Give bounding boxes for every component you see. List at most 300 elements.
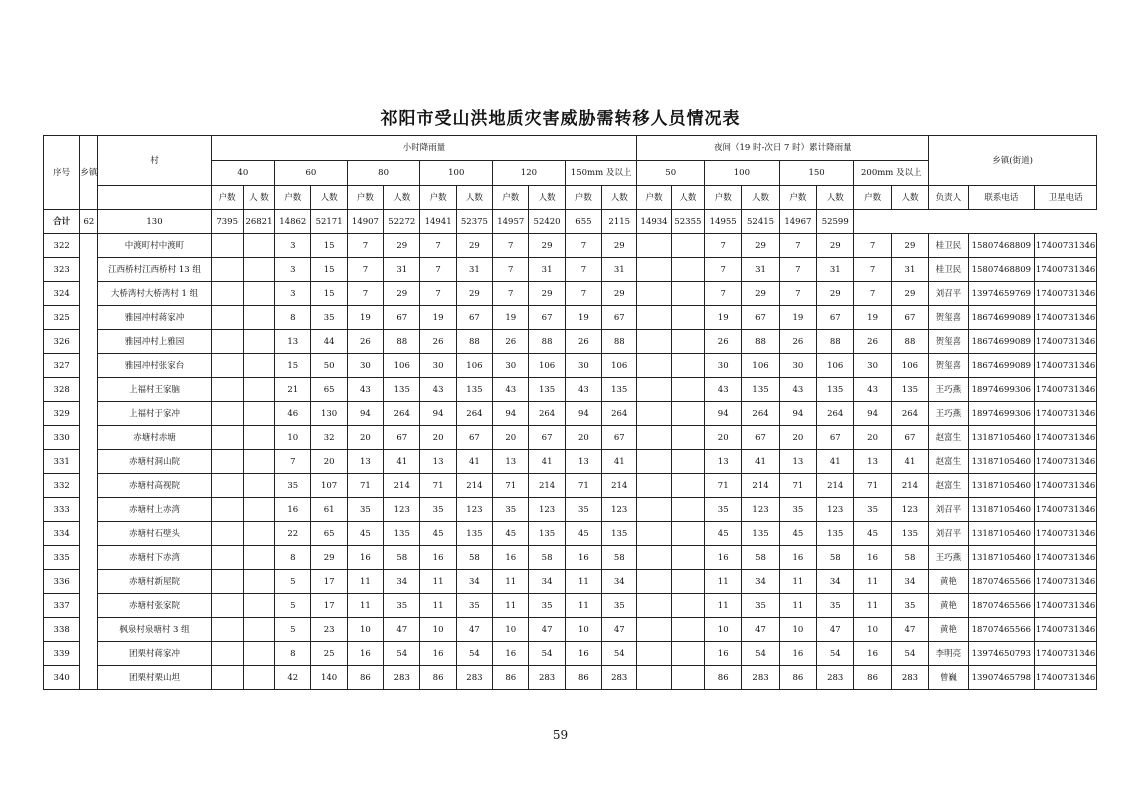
sat-phone-cell: 17400731346: [1035, 402, 1097, 426]
value-cell: [243, 306, 274, 330]
total-cell: 52355: [671, 210, 704, 234]
value-cell: [211, 378, 243, 402]
value-cell: 8: [275, 306, 311, 330]
night-cat-50: 50: [637, 161, 705, 186]
sat-phone-cell: 17400731346: [1035, 234, 1097, 258]
value-cell: 283: [456, 666, 492, 690]
total-cell: 52272: [384, 210, 420, 234]
value-cell: [243, 546, 274, 570]
value-cell: 16: [493, 546, 529, 570]
evacuation-table: [43, 135, 1097, 690]
village-cell: 赤塘村新屋院: [98, 570, 211, 594]
value-cell: [637, 402, 671, 426]
table-row: [44, 570, 1097, 594]
value-cell: 214: [456, 474, 492, 498]
value-cell: 43: [779, 378, 816, 402]
value-cell: 45: [347, 522, 383, 546]
sat-phone-cell: 17400731346: [1035, 330, 1097, 354]
table-row: [44, 354, 1097, 378]
value-cell: 67: [384, 426, 420, 450]
value-cell: 46: [275, 402, 311, 426]
value-cell: 3: [275, 258, 311, 282]
value-cell: 264: [602, 402, 637, 426]
value-cell: [637, 546, 671, 570]
value-cell: [211, 498, 243, 522]
value-cell: 35: [311, 306, 347, 330]
value-cell: 11: [565, 570, 601, 594]
value-cell: 11: [493, 594, 529, 618]
sub-people: 人数: [817, 186, 854, 210]
value-cell: [211, 282, 243, 306]
value-cell: 214: [384, 474, 420, 498]
value-cell: 29: [456, 282, 492, 306]
value-cell: [243, 594, 274, 618]
table-row: [44, 546, 1097, 570]
value-cell: 58: [384, 546, 420, 570]
value-cell: 31: [891, 258, 928, 282]
value-cell: 16: [854, 546, 891, 570]
value-cell: 106: [456, 354, 492, 378]
sub-people: 人数: [891, 186, 928, 210]
total-cell: 655: [565, 210, 601, 234]
value-cell: 88: [817, 330, 854, 354]
value-cell: 7: [705, 234, 742, 258]
value-cell: 34: [456, 570, 492, 594]
value-cell: 19: [779, 306, 816, 330]
sub-households: 户数: [779, 186, 816, 210]
phone-cell: 18707465566: [968, 618, 1035, 642]
table-row: [44, 378, 1097, 402]
village-cell: 中渡町村中渡町: [98, 234, 211, 258]
sat-phone-cell: 17400731346: [1035, 450, 1097, 474]
value-cell: 88: [742, 330, 779, 354]
value-cell: 34: [602, 570, 637, 594]
value-cell: 10: [565, 618, 601, 642]
table-row: [44, 426, 1097, 450]
value-cell: 3: [275, 282, 311, 306]
value-cell: [671, 402, 704, 426]
value-cell: 88: [529, 330, 565, 354]
value-cell: 123: [817, 498, 854, 522]
value-cell: 7: [565, 282, 601, 306]
value-cell: 16: [347, 642, 383, 666]
value-cell: 19: [705, 306, 742, 330]
village-cell: 赤塘村高视院: [98, 474, 211, 498]
value-cell: [637, 258, 671, 282]
value-cell: 135: [602, 378, 637, 402]
value-cell: 16: [779, 546, 816, 570]
value-cell: 19: [347, 306, 383, 330]
value-cell: 26: [493, 330, 529, 354]
table-row: [44, 258, 1097, 282]
value-cell: 45: [565, 522, 601, 546]
village-cell: 赤塘村赤塘: [98, 426, 211, 450]
village-cell: 江西桥村江西桥村 13 组: [98, 258, 211, 282]
value-cell: 11: [779, 570, 816, 594]
total-cell: 14934: [637, 210, 671, 234]
row-number: 325: [44, 306, 80, 330]
value-cell: [637, 498, 671, 522]
value-cell: 58: [529, 546, 565, 570]
value-cell: [211, 546, 243, 570]
value-cell: [211, 330, 243, 354]
value-cell: 20: [565, 426, 601, 450]
page-title: 祁阳市受山洪地质灾害威胁需转移人员情况表: [380, 109, 741, 129]
value-cell: 54: [384, 642, 420, 666]
value-cell: [671, 354, 704, 378]
value-cell: 58: [456, 546, 492, 570]
value-cell: [243, 234, 274, 258]
value-cell: 35: [420, 498, 456, 522]
value-cell: 135: [891, 522, 928, 546]
value-cell: 19: [493, 306, 529, 330]
value-cell: 29: [456, 234, 492, 258]
value-cell: 7: [705, 282, 742, 306]
value-cell: [211, 618, 243, 642]
value-cell: [211, 306, 243, 330]
value-cell: 135: [891, 378, 928, 402]
value-cell: 123: [384, 498, 420, 522]
sat-phone-cell: 17400731346: [1035, 546, 1097, 570]
sat-phone-cell: 17400731346: [1035, 426, 1097, 450]
village-cell: 雅园冲村张家台: [98, 354, 211, 378]
value-cell: 140: [311, 666, 347, 690]
value-cell: 43: [565, 378, 601, 402]
page-number: 59: [552, 728, 569, 742]
value-cell: 26: [854, 330, 891, 354]
table-row: [44, 666, 1097, 690]
night-cat-100: 100: [705, 161, 780, 186]
value-cell: 7: [565, 234, 601, 258]
value-cell: 130: [311, 402, 347, 426]
value-cell: 30: [420, 354, 456, 378]
value-cell: 41: [456, 450, 492, 474]
value-cell: 15: [311, 282, 347, 306]
value-cell: [243, 474, 274, 498]
value-cell: 47: [817, 618, 854, 642]
value-cell: [243, 378, 274, 402]
sat-phone-cell: 17400731346: [1035, 594, 1097, 618]
leader-cell: 赵富生: [929, 474, 968, 498]
value-cell: 5: [275, 570, 311, 594]
leader-cell: 李明亮: [929, 642, 968, 666]
phone-cell: 13187105460: [968, 450, 1035, 474]
value-cell: 67: [602, 306, 637, 330]
value-cell: 16: [493, 642, 529, 666]
value-cell: 20: [493, 426, 529, 450]
value-cell: [671, 330, 704, 354]
value-cell: 7: [493, 282, 529, 306]
total-cell: 14941: [420, 210, 456, 234]
value-cell: 283: [602, 666, 637, 690]
value-cell: 7: [275, 450, 311, 474]
village-cell: 赤塘村上赤湾: [98, 498, 211, 522]
value-cell: 35: [493, 498, 529, 522]
value-cell: [243, 666, 274, 690]
value-cell: 26: [705, 330, 742, 354]
value-cell: 67: [529, 306, 565, 330]
value-cell: 23: [311, 618, 347, 642]
value-cell: 29: [891, 282, 928, 306]
value-cell: 19: [565, 306, 601, 330]
value-cell: 10: [420, 618, 456, 642]
value-cell: 58: [817, 546, 854, 570]
value-cell: 5: [275, 594, 311, 618]
table-row: [44, 282, 1097, 306]
value-cell: 20: [854, 426, 891, 450]
value-cell: [211, 594, 243, 618]
value-cell: [243, 258, 274, 282]
value-cell: 123: [456, 498, 492, 522]
value-cell: 20: [420, 426, 456, 450]
sat-phone-cell: 17400731346: [1035, 306, 1097, 330]
value-cell: 41: [891, 450, 928, 474]
value-cell: 135: [529, 378, 565, 402]
value-cell: 71: [493, 474, 529, 498]
value-cell: 123: [529, 498, 565, 522]
value-cell: 67: [891, 306, 928, 330]
value-cell: 283: [817, 666, 854, 690]
value-cell: 11: [854, 594, 891, 618]
table-row: [44, 474, 1097, 498]
phone-cell: 18707465566: [968, 570, 1035, 594]
sat-phone-cell: 17400731346: [1035, 570, 1097, 594]
sat-phone-cell: 17400731346: [1035, 666, 1097, 690]
row-number: 332: [44, 474, 80, 498]
value-cell: 135: [456, 378, 492, 402]
value-cell: 106: [529, 354, 565, 378]
village-cell: 赤塘村石壁头: [98, 522, 211, 546]
col-street: 乡镇(街道): [929, 136, 1097, 186]
value-cell: [671, 282, 704, 306]
value-cell: 88: [891, 330, 928, 354]
phone-cell: 15807468809: [968, 258, 1035, 282]
row-number: 329: [44, 402, 80, 426]
value-cell: 58: [742, 546, 779, 570]
value-cell: 67: [817, 306, 854, 330]
sub-people: 人数: [384, 186, 420, 210]
value-cell: 94: [854, 402, 891, 426]
value-cell: 67: [456, 426, 492, 450]
value-cell: 47: [602, 618, 637, 642]
value-cell: [211, 522, 243, 546]
row-number: 330: [44, 426, 80, 450]
table-header: [44, 136, 1097, 210]
value-cell: 16: [565, 642, 601, 666]
value-cell: 31: [529, 258, 565, 282]
value-cell: 43: [493, 378, 529, 402]
hourly-cat-60: 60: [275, 161, 348, 186]
value-cell: 29: [384, 282, 420, 306]
value-cell: 29: [529, 234, 565, 258]
value-cell: 107: [311, 474, 347, 498]
sat-phone-cell: 17400731346: [1035, 498, 1097, 522]
value-cell: [637, 618, 671, 642]
value-cell: [671, 546, 704, 570]
value-cell: 34: [891, 570, 928, 594]
value-cell: [671, 474, 704, 498]
phone-cell: 18674699089: [968, 330, 1035, 354]
value-cell: 35: [854, 498, 891, 522]
value-cell: 41: [817, 450, 854, 474]
value-cell: 214: [529, 474, 565, 498]
value-cell: 58: [891, 546, 928, 570]
value-cell: 7: [779, 234, 816, 258]
value-cell: 35: [891, 594, 928, 618]
value-cell: [211, 426, 243, 450]
value-cell: 10: [854, 618, 891, 642]
sub-households: 户数: [347, 186, 383, 210]
value-cell: [671, 258, 704, 282]
value-cell: [637, 330, 671, 354]
value-cell: 16: [275, 498, 311, 522]
value-cell: 67: [384, 306, 420, 330]
row-number: 324: [44, 282, 80, 306]
value-cell: 30: [493, 354, 529, 378]
row-number: 336: [44, 570, 80, 594]
value-cell: 20: [779, 426, 816, 450]
row-number: 337: [44, 594, 80, 618]
value-cell: 35: [275, 474, 311, 498]
row-number: 322: [44, 234, 80, 258]
sat-phone-cell: 17400731346: [1035, 618, 1097, 642]
value-cell: 41: [742, 450, 779, 474]
village-cell: 枫泉村泉塘村 3 组: [98, 618, 211, 642]
sub-households: 户数: [565, 186, 601, 210]
hourly-cat-150: 150mm 及以上: [565, 161, 637, 186]
value-cell: [671, 450, 704, 474]
value-cell: 65: [311, 522, 347, 546]
value-cell: 7: [347, 258, 383, 282]
col-leader: 负责人: [929, 186, 968, 210]
row-number: 335: [44, 546, 80, 570]
row-number: 334: [44, 522, 80, 546]
value-cell: [243, 570, 274, 594]
table-row: [44, 498, 1097, 522]
value-cell: 7: [420, 282, 456, 306]
total-cell: 14957: [493, 210, 529, 234]
value-cell: 106: [602, 354, 637, 378]
leader-cell: 贺玺喜: [929, 330, 968, 354]
phone-cell: 13187105460: [968, 426, 1035, 450]
phone-cell: 13974650793: [968, 642, 1035, 666]
value-cell: 135: [742, 378, 779, 402]
value-cell: 71: [779, 474, 816, 498]
hourly-cat-40: 40: [211, 161, 275, 186]
total-cell: 52171: [311, 210, 347, 234]
value-cell: [671, 642, 704, 666]
value-cell: [243, 498, 274, 522]
sub-people: 人数: [311, 186, 347, 210]
col-village: 村: [98, 136, 211, 186]
row-number: 339: [44, 642, 80, 666]
value-cell: 29: [602, 234, 637, 258]
col-hourly: 小时降雨量: [211, 136, 637, 161]
village-cell: 大桥湾村大桥湾村 1 组: [98, 282, 211, 306]
value-cell: 10: [347, 618, 383, 642]
value-cell: 106: [742, 354, 779, 378]
table-row: [44, 594, 1097, 618]
phone-cell: 13187105460: [968, 498, 1035, 522]
value-cell: 47: [384, 618, 420, 642]
value-cell: 65: [311, 378, 347, 402]
value-cell: 8: [275, 546, 311, 570]
leader-cell: 曾巍: [929, 666, 968, 690]
value-cell: 106: [384, 354, 420, 378]
township-cell: [80, 234, 98, 690]
col-sat-phone: 卫星电话: [1035, 186, 1097, 210]
col-seq: 序号: [44, 136, 80, 210]
value-cell: 67: [529, 426, 565, 450]
value-cell: 123: [602, 498, 637, 522]
value-cell: 47: [529, 618, 565, 642]
value-cell: 67: [891, 426, 928, 450]
value-cell: 16: [854, 642, 891, 666]
value-cell: 11: [493, 570, 529, 594]
value-cell: 29: [384, 234, 420, 258]
value-cell: 67: [456, 306, 492, 330]
value-cell: 29: [817, 282, 854, 306]
village-cell: 团栗村栗山坦: [98, 666, 211, 690]
value-cell: 7: [493, 234, 529, 258]
phone-cell: 13187105460: [968, 474, 1035, 498]
value-cell: 30: [347, 354, 383, 378]
value-cell: 123: [891, 498, 928, 522]
value-cell: 135: [602, 522, 637, 546]
value-cell: 61: [311, 498, 347, 522]
sub-people: 人数: [602, 186, 637, 210]
col-township: 乡镇: [80, 136, 98, 210]
col-night: 夜间（19 时-次日 7 时）累计降雨量: [637, 136, 929, 161]
phone-cell: 15807468809: [968, 234, 1035, 258]
value-cell: 11: [705, 570, 742, 594]
table-row: [44, 234, 1097, 258]
value-cell: 47: [742, 618, 779, 642]
table-body: [44, 210, 1097, 690]
value-cell: 31: [602, 258, 637, 282]
phone-cell: 13187105460: [968, 522, 1035, 546]
total-cell: 52420: [529, 210, 565, 234]
col-phone: 联系电话: [968, 186, 1035, 210]
value-cell: 31: [817, 258, 854, 282]
value-cell: 88: [456, 330, 492, 354]
village-cell: 赤塘村洞山院: [98, 450, 211, 474]
village-cell: 上福村于家冲: [98, 402, 211, 426]
sub-households: 户数: [493, 186, 529, 210]
value-cell: 71: [420, 474, 456, 498]
value-cell: 71: [565, 474, 601, 498]
value-cell: 16: [705, 642, 742, 666]
value-cell: 135: [384, 378, 420, 402]
value-cell: 42: [275, 666, 311, 690]
value-cell: [243, 354, 274, 378]
value-cell: 26: [779, 330, 816, 354]
value-cell: 58: [602, 546, 637, 570]
phone-cell: 18974699306: [968, 378, 1035, 402]
sat-phone-cell: 17400731346: [1035, 282, 1097, 306]
value-cell: [671, 234, 704, 258]
value-cell: 45: [420, 522, 456, 546]
village-cell: 上福村王家脑: [98, 378, 211, 402]
value-cell: 11: [420, 570, 456, 594]
phone-cell: 18674699089: [968, 306, 1035, 330]
value-cell: 11: [705, 594, 742, 618]
value-cell: [671, 522, 704, 546]
table-row: [44, 402, 1097, 426]
value-cell: [671, 498, 704, 522]
leader-cell: 王巧燕: [929, 546, 968, 570]
value-cell: 35: [565, 498, 601, 522]
